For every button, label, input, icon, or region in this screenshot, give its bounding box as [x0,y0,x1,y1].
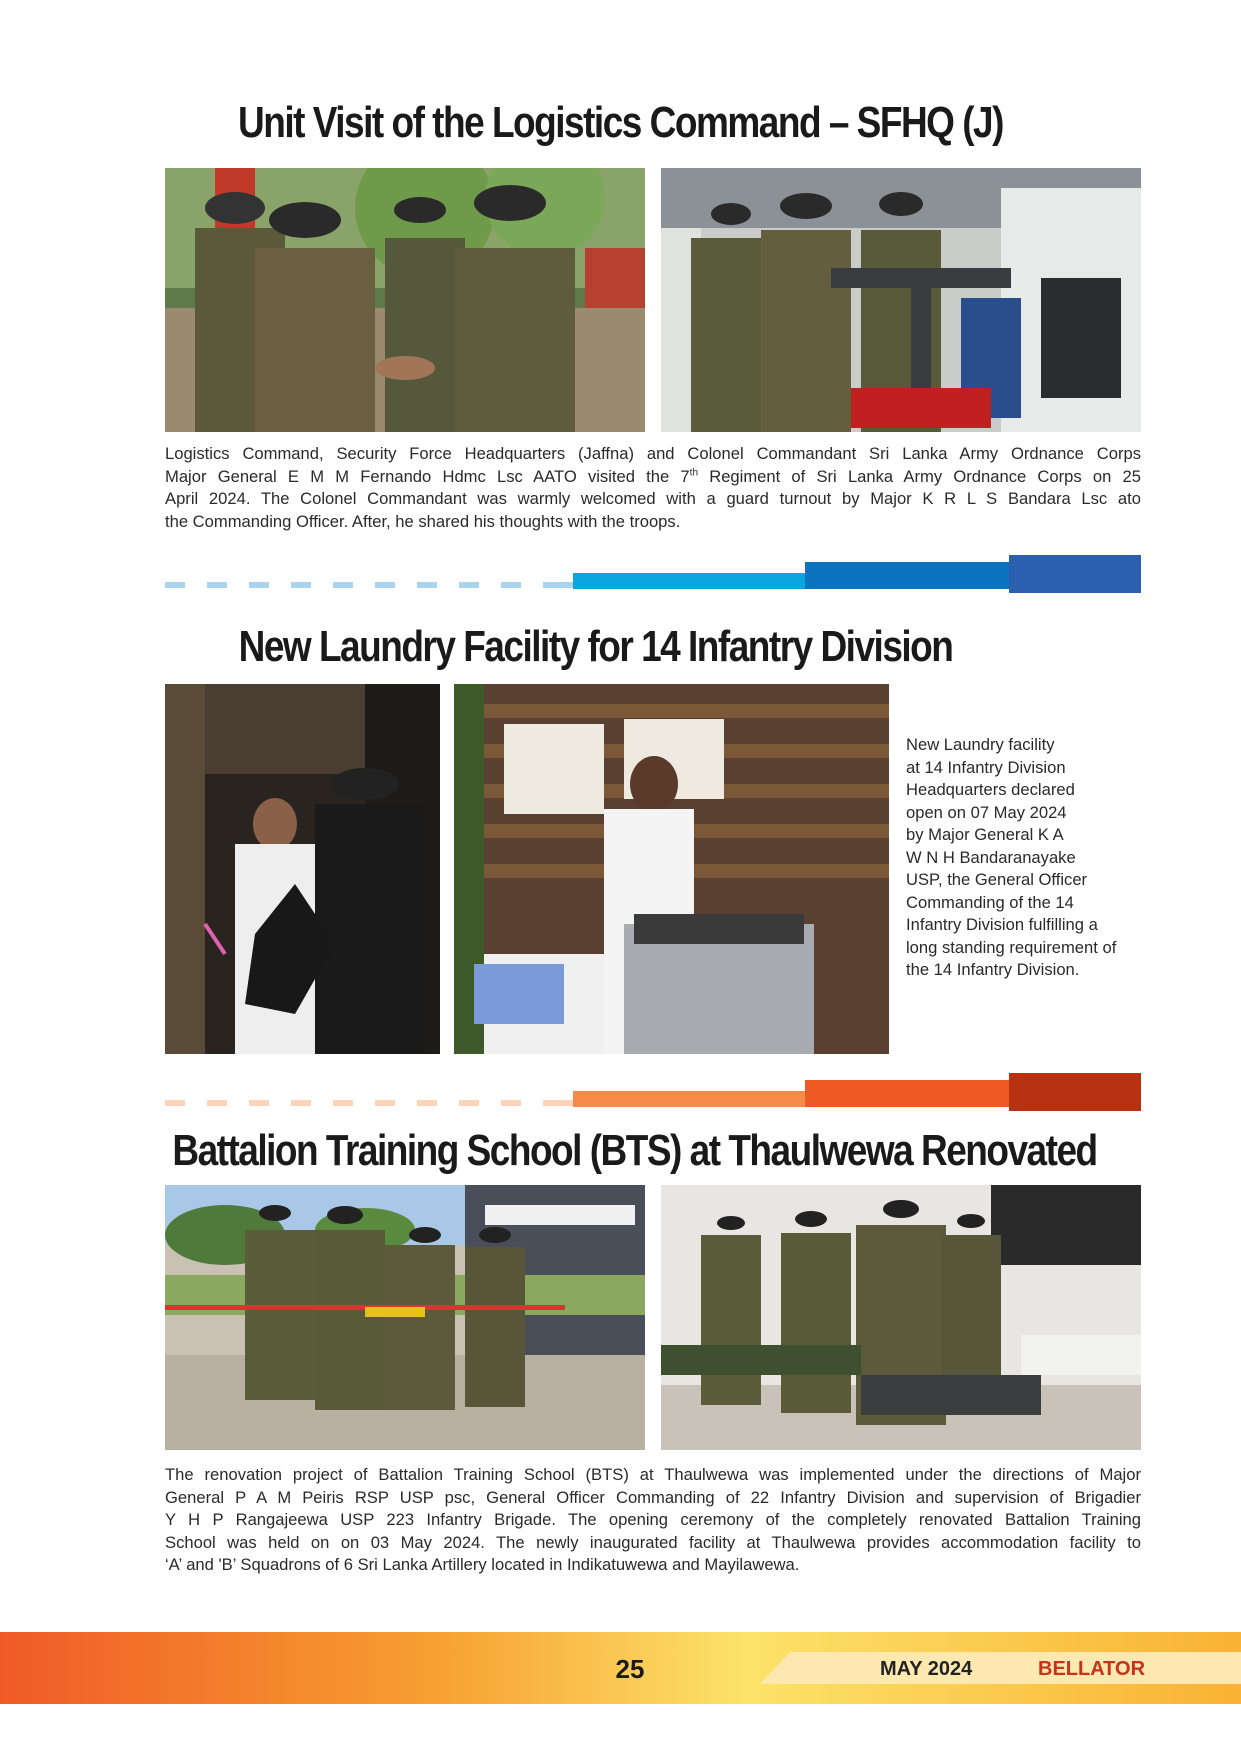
bts-caption [165,1464,1141,1577]
section-title: Battalion Training School (BTS) at Thaulwewa Renovated [172,1126,1097,1175]
caption-line: Infantry Division fulfilling a [906,915,1098,934]
ribbon-cutting-photo [165,684,440,1054]
caption-line: ‘A’ and 'B’ Squadrons of 6 Sri Lanka Artillery located in Indikatuwewa and Mayilawewa. [165,1555,800,1574]
section-title: Unit Visit of the Logistics Command – SFHQ (J) [238,98,1003,147]
laundry-caption [906,734,1146,982]
caption-line: School was held on on 03 May 2024. The newly inaugurated facility at Thaulwewa provides accommodation facility to [165,1532,1141,1552]
caption-line: long standing requirement of [906,937,1117,957]
caption-text: Regiment of Sri Lanka Army Ordnance Corps on 25 [698,466,1141,486]
caption-text: Major General E M M Fernando Hdmc Lsc AATO visited the 7 [165,466,690,486]
caption-line: Headquarters declared [906,780,1075,799]
magazine-name: BELLATOR [1038,1658,1146,1680]
page-number: 25 [615,1654,645,1684]
caption-superscript: th [689,466,699,478]
caption-line: the 14 Infantry Division. [906,960,1080,979]
opening-ceremony-photo [165,1185,645,1450]
section-title: New Laundry Facility for 14 Infantry Division [238,622,953,671]
handshake-greeting-photo [165,168,645,432]
caption-line: General P A M Peiris RSP USP psc, General Officer Commanding of 22 Infantry Division and supervision of Brigadier [165,1487,1141,1507]
caption-line: W N H Bandaranayake [906,847,1076,867]
caption-line: Logistics Command, Security Force Headquarters (Jaffna) and Colonel Commandant Sri Lanka Army Ordnance Corps [165,444,1141,463]
issue-date: MAY 2024 [880,1658,973,1680]
equipment-inspection-photo [661,168,1141,432]
caption-line: by Major General K A [906,825,1064,844]
caption-line: The renovation project of Battalion Training School (BTS) at Thaulwewa was implemented under the directions of Major [165,1465,1141,1484]
caption-line: at 14 Infantry Division [906,757,1066,777]
caption-line: USP, the General Officer [906,870,1088,889]
caption-line: April 2024. The Colonel Commandant was warmly welcomed with a guard turnout by Major K R L S Bandara Lsc ato [165,489,1141,508]
caption-line: open on 07 May 2024 [906,802,1067,822]
caption-line: Commanding of the 14 [906,892,1074,912]
caption-line: New Laundry facility [906,735,1055,754]
caption-line [165,466,1141,489]
caption-line: Y H P Rangajeewa USP 223 Infantry Brigade. The opening ceremony of the completely renovated Battalion Training [165,1510,1141,1529]
caption-line: the Commanding Officer. After, he shared his thoughts with the troops. [165,511,681,531]
section-caption [165,443,1141,533]
dormitory-inspection-photo [661,1185,1141,1450]
washing-machine-photo [454,684,889,1054]
